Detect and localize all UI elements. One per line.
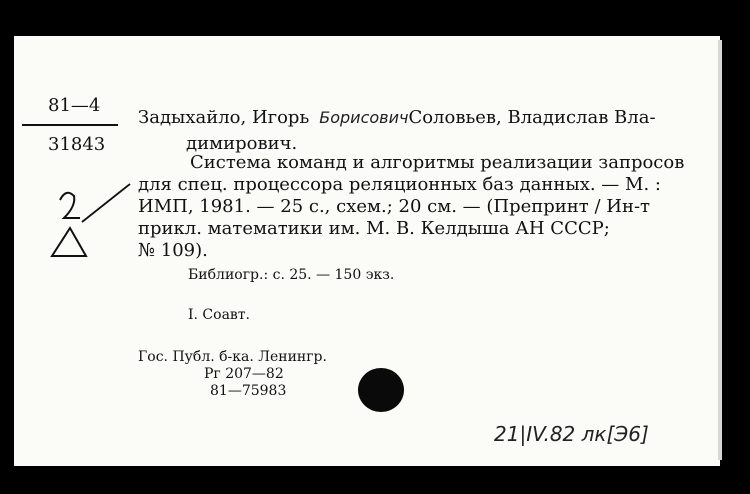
card-edge [718, 40, 722, 460]
authors-line [138, 108, 656, 128]
handwritten-patronymic: Борисович [319, 108, 409, 127]
library-line-2: Рг 207—82 [204, 366, 284, 382]
footer-handwriting: 21|IV.82 лк[Э6] [494, 422, 649, 446]
margin-mark-icon [30, 178, 140, 268]
authors-continued: димирович. [186, 133, 298, 154]
library-line-1: Гос. Публ. б-ка. Ленингр. [138, 349, 327, 365]
author-main: Задыхайло, Игорь [138, 107, 310, 128]
description-line-1: Система команд и алгоритмы реализации запросов [190, 152, 685, 173]
call-number-rule [22, 124, 118, 126]
description-line-3: ИМП, 1981. — 25 с., схем.; 20 см. — (Препринт / Ин-т [138, 196, 650, 217]
subject-entry: I. Соавт. [188, 307, 250, 323]
punch-hole [358, 368, 404, 412]
call-number-bottom: 31843 [48, 134, 106, 155]
bibliography-note: Библиогр.: с. 25. — 150 экз. [188, 267, 395, 283]
call-number-top: 81—4 [48, 95, 101, 116]
description-line-4: прикл. математики им. М. В. Келдыша АН СССР; [138, 218, 610, 239]
description-line-5: № 109). [138, 240, 208, 261]
library-line-3: 81—75983 [210, 383, 287, 399]
author-second: Соловьев, Владислав Вла- [408, 107, 656, 128]
margin-note [59, 188, 60, 189]
description-line-2: для спец. процессора реляционных баз данных. — М. : [138, 174, 661, 195]
